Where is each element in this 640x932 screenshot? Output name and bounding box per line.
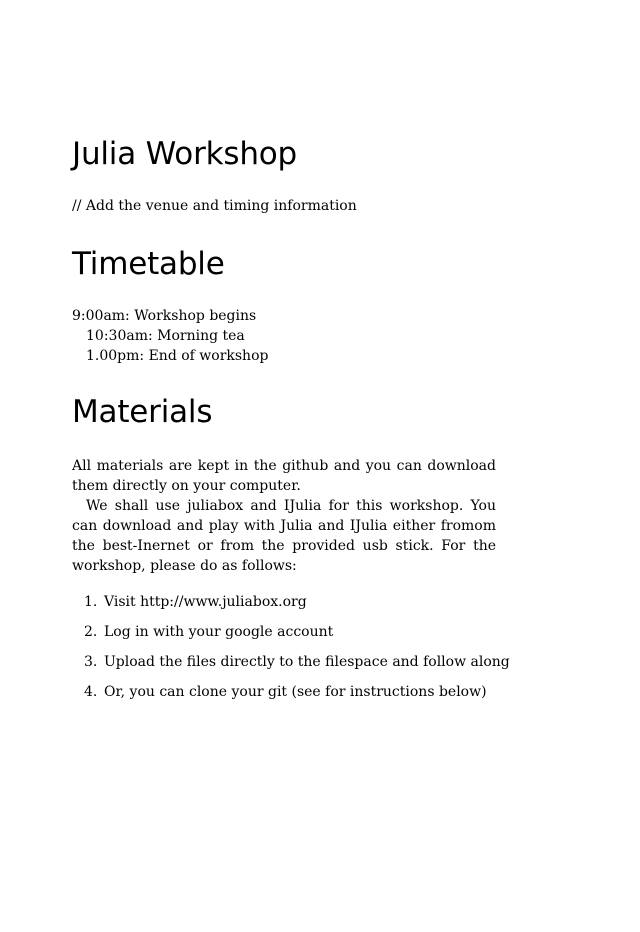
list-item	[72, 652, 510, 682]
step-text: Log in with your google account	[104, 624, 334, 640]
timetable-item: 9:00am: Workshop begins	[72, 308, 257, 324]
list-item	[72, 592, 496, 622]
step-number: 3.	[84, 654, 98, 670]
materials-paragraph: All materials are kept in the github and you can download them directly on your computer.	[72, 458, 496, 494]
materials-paragraph: We shall use juliabox and IJulia for this workshop. You can download and play with Julia and IJulia either fromom the best-Inernet or from the provided usb stick. For the workshop, please do as follows:	[72, 498, 496, 574]
step-number: 4.	[84, 684, 98, 700]
materials-heading: Materials	[72, 394, 213, 430]
step-text: Upload the files directly to the filespace and follow along	[104, 654, 510, 670]
timetable-item: 10:30am: Morning tea	[86, 328, 245, 344]
timetable-heading: Timetable	[72, 246, 225, 282]
step-number: 2.	[84, 624, 98, 640]
step-text: Or, you can clone your git (see for instructions below)	[104, 684, 487, 700]
page-title: Julia Workshop	[72, 136, 298, 172]
steps-list	[72, 592, 510, 712]
timetable-item: 1.00pm: End of workshop	[86, 348, 269, 364]
venue-note: // Add the venue and timing information	[72, 198, 357, 214]
step-number: 1.	[84, 594, 98, 610]
step-text: Visit http://www.juliabox.org	[104, 594, 307, 610]
list-item	[72, 622, 496, 652]
timetable-list	[72, 306, 496, 366]
list-item	[72, 682, 496, 712]
